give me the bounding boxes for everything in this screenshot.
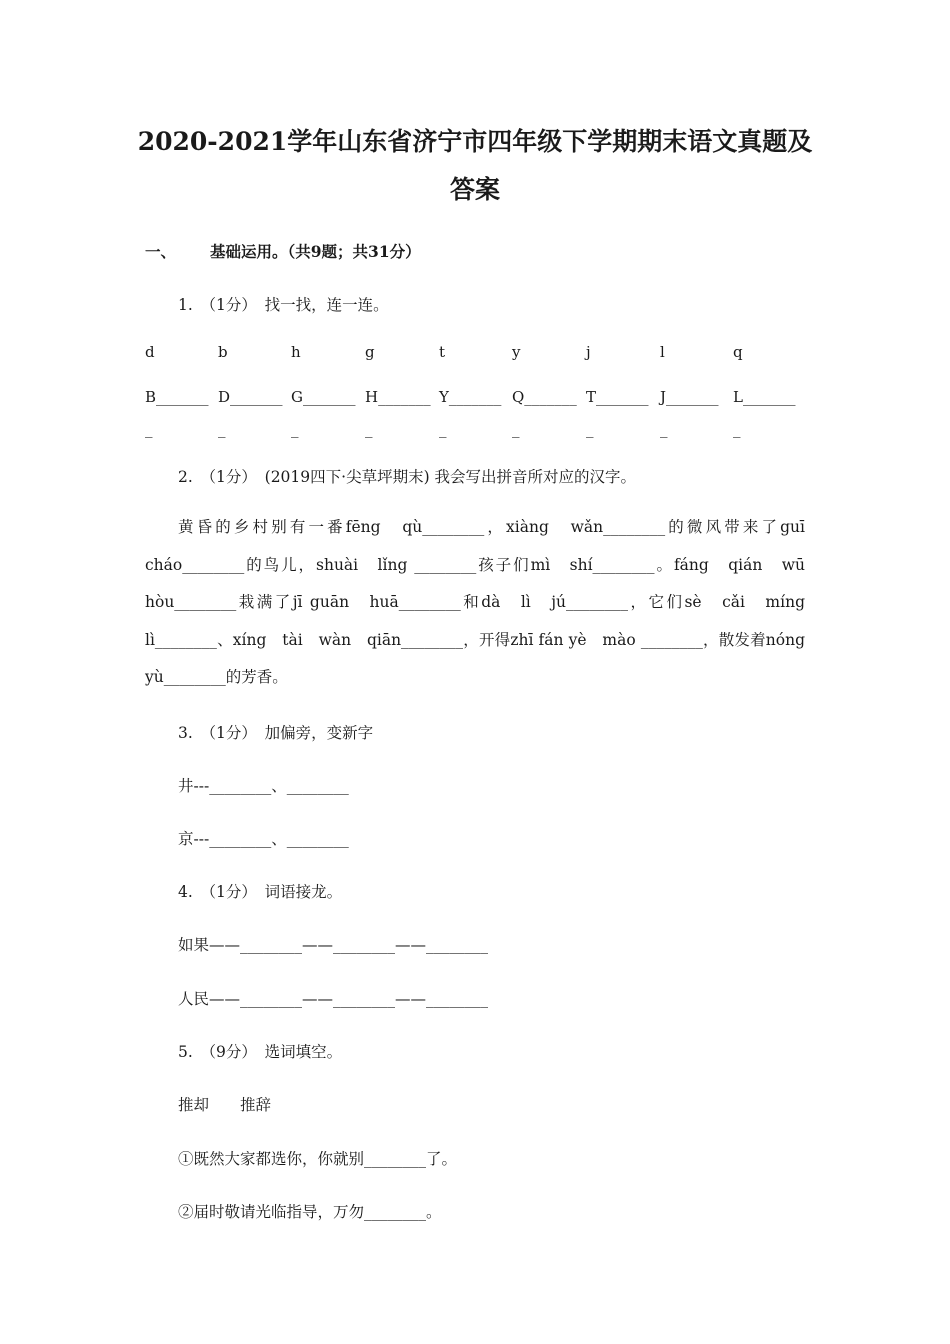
lowercase-letter: h [291, 343, 301, 361]
question-3-line-2: 京---________、________ [178, 830, 349, 848]
lowercase-letter: d [145, 343, 155, 361]
uppercase-blank: G_______ [291, 388, 356, 406]
blank-tail: _ [218, 420, 226, 438]
blank-tail: _ [145, 420, 153, 438]
blank-tail: _ [365, 420, 373, 438]
blank-tail: _ [733, 420, 741, 438]
uppercase-blank: L_______ [733, 388, 796, 406]
exam-title-line-1: 2020-2021学年山东省济宁市四年级下学期期末语文真题及 [137, 127, 813, 156]
blank-tail: _ [439, 420, 447, 438]
question-3-stem: 3. （1分） 加偏旁，变新字 [178, 724, 374, 742]
lowercase-letter: b [218, 343, 228, 361]
question-4-line-2: 人民——________——________——________ [178, 990, 489, 1008]
question-4-stem: 4. （1分） 词语接龙。 [178, 883, 343, 901]
uppercase-blank: T_______ [586, 388, 649, 406]
blank-tail: _ [291, 420, 299, 438]
question-2-stem: 2. （1分） (2019四下·尖草坪期末) 我会写出拼音所对应的汉字。 [178, 468, 637, 486]
question-5-stem: 5. （9分） 选词填空。 [178, 1043, 343, 1061]
lowercase-letter: l [660, 343, 665, 361]
lowercase-letter: t [439, 343, 446, 361]
lowercase-letter: y [512, 343, 521, 361]
uppercase-blank: H_______ [365, 388, 431, 406]
question-1-stem: 1. （1分） 找一找，连一连。 [178, 296, 389, 314]
uppercase-blank: Y_______ [439, 388, 502, 406]
section-number: 一、 [145, 242, 177, 261]
blank-tail: _ [586, 420, 594, 438]
question-2-passage: 黄昏的乡村别有一番fēng qù________，xiàng wǎn________的微风带来了guī cháo________的鸟儿，shuài lǐng ________孩子们mì shí________。fáng qián wū hòu________栽满了jī guān huā________和dà lì jú________，它们sè cǎi míng lì________、xíng tài wàn qiān________，开得zhī fán yè mào ________，散发着nóng yù________的芳香。 [145, 518, 821, 686]
lowercase-letter: j [586, 343, 591, 361]
question-5-item-2: ②届时敬请光临指导，万勿________。 [178, 1203, 442, 1221]
question-4-line-1: 如果——________——________——________ [178, 936, 489, 954]
question-5-item-1: ①既然大家都选你，你就别________了。 [178, 1150, 458, 1168]
blank-tail: _ [512, 420, 520, 438]
uppercase-blank: J_______ [660, 388, 719, 406]
section-heading: 基础运用。（共9题；共31分） [210, 242, 421, 261]
lowercase-letter: q [733, 343, 743, 361]
uppercase-blank: B_______ [145, 388, 209, 406]
exam-title-line-2: 答案 [449, 175, 500, 204]
question-3-line-1: 井---________、________ [178, 777, 349, 795]
uppercase-blank: Q_______ [512, 388, 577, 406]
lowercase-letter: g [365, 343, 375, 361]
question-5-options: 推却 推辞 [178, 1096, 272, 1114]
blank-tail: _ [660, 420, 668, 438]
uppercase-blank: D_______ [218, 388, 283, 406]
